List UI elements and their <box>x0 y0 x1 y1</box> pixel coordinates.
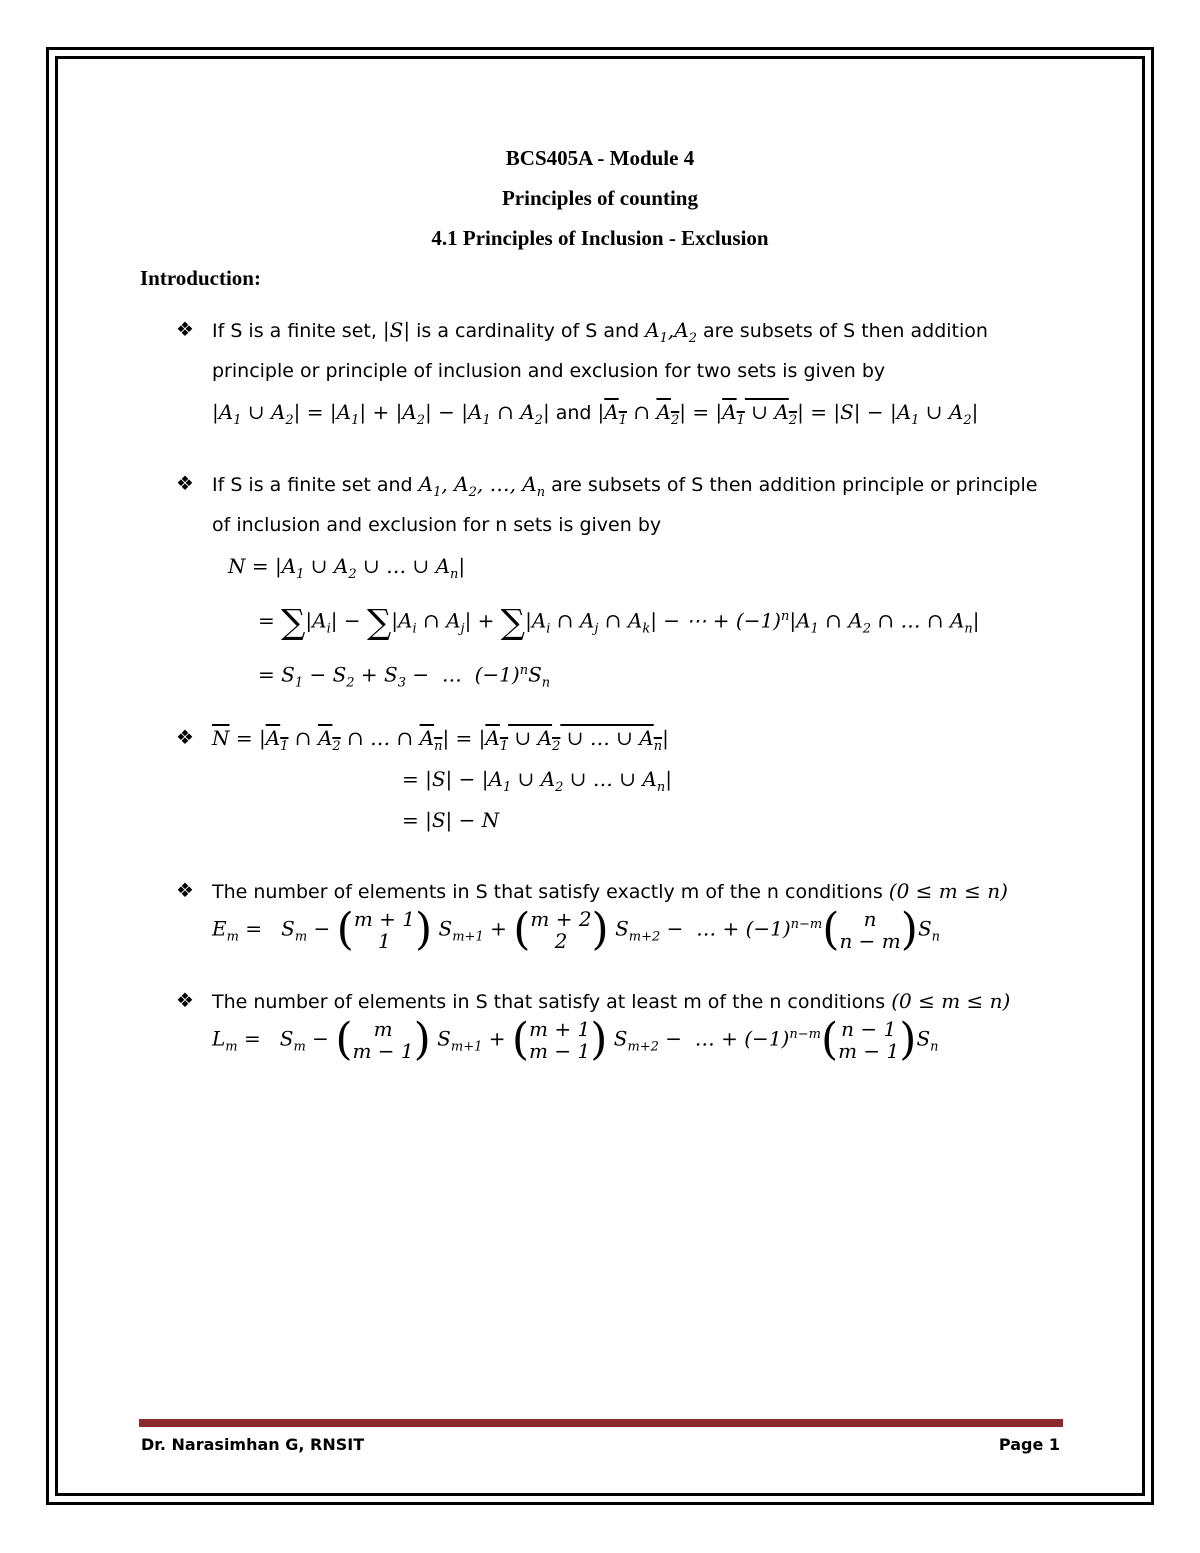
course-title: BCS405A - Module 4 <box>505 146 695 170</box>
section-title: 4.1 Principles of Inclusion - Exclusion <box>431 226 769 250</box>
footer-page-number: Page 1 <box>998 1435 1060 1454</box>
bullet-2-text-a: If S is a finite set and <box>212 474 419 496</box>
formula-at-least-m: $L_m = S_m$ − ( m m − 1 ) $S_{m+1}$ + ( m + 1 m − 1 ) $S_{m+2}$ − … + $(-1)^{n-m}$( n − 1 m − 1 )$S_n$ <box>212 1014 939 1065</box>
bullet-1-text-b: is a cardinality of S and <box>410 320 646 342</box>
bullet-icon: ❖ <box>176 319 194 341</box>
formula-complement-line-1: $\overline{N} = |A_1$ ∩ $A_2$ ∩ … ∩ $A_n| = |A_1$ ∪ $A_2$ ∪ … ∪ $A_n|$ <box>212 726 669 754</box>
footer-divider <box>139 1419 1063 1427</box>
bullet-5-text: The number of elements in S that satisfy at least m of the n conditions <box>212 991 892 1013</box>
bullet-1-line-2: principle or principle of inclusion and exclusion for two sets is given by <box>212 360 886 382</box>
bullet-1-line-1: If S is a finite set, |S| is a cardinality of S and $A_1,A_2$ are subsets of S then addition <box>212 318 988 346</box>
bullet-2-line-2: of inclusion and exclusion for n sets is given by <box>212 514 662 536</box>
and-word: and <box>549 402 598 424</box>
bullet-1-text-c: are subsets of S then addition <box>697 320 988 342</box>
chapter-title: Principles of counting <box>501 186 698 210</box>
bullet-2-text-b: are subsets of S then addition principle or principle <box>545 474 1038 496</box>
bullet-icon: ❖ <box>176 880 194 902</box>
bullet-4-text: The number of elements in S that satisfy exactly m of the n conditions <box>212 881 889 903</box>
bullet-icon: ❖ <box>176 727 194 749</box>
formula-complement-line-2: = $|S| - |A_1$ ∪ $A_2$ ∪ … ∪ $A_n|$ <box>402 767 672 795</box>
bullet-1-text-a: If S is a finite set, <box>212 320 383 342</box>
formula-complement-line-3: = |S| − N <box>402 808 500 832</box>
formula-n-line-3: = $S_1 - S_2 + S_3$ − … $(-1)^nS_n$ <box>258 662 551 691</box>
formula-n-line-1: $N = |A_1$ ∪ $A_2$ ∪ … ∪ $A_n|$ <box>228 554 466 582</box>
footer-author: Dr. Narasimhan G, RNSIT <box>141 1435 365 1454</box>
formula-two-sets: $|A_1$ ∪ $A_2| = |A_1| + |A_2| - |A_1$ ∩ $A_2|$ and $|A_1$ ∩ $A_2| = |A_1$ ∪ $A_2| = |S| - |A_1$ ∪ $A_2|$ <box>212 400 979 428</box>
bullet-icon: ❖ <box>176 473 194 495</box>
bullet-2-line-1: If S is a finite set and $A_1$, $A_2$, …, $A_n$ are subsets of S then addition principle or principle <box>212 472 1038 500</box>
bullet-icon: ❖ <box>176 990 194 1012</box>
bullet-5-line-1: The number of elements in S that satisfy at least m of the n conditions (0 ≤ m ≤ n) <box>212 989 1011 1013</box>
formula-n-line-2: = $\sum|A_i| - \sum|A_i$ ∩ $A_j| + \sum|A_i$ ∩ $A_j$ ∩ $A_k|$ − ⋯ + $(-1)^n|A_1$ ∩ $A_2$ ∩ … ∩ $A_n|$ <box>258 602 980 643</box>
bullet-4-line-1: The number of elements in S that satisfy exactly m of the n conditions (0 ≤ m ≤ n) <box>212 879 1008 903</box>
intro-heading: Introduction: <box>140 266 261 290</box>
formula-exactly-m: $E_m = S_m$ − ( m + 1 1 ) $S_{m+1}$ + ( m + 2 2 ) $S_{m+2}$ − … + $(-1)^{n-m}$( n n − m )$S_n$ <box>212 904 941 955</box>
